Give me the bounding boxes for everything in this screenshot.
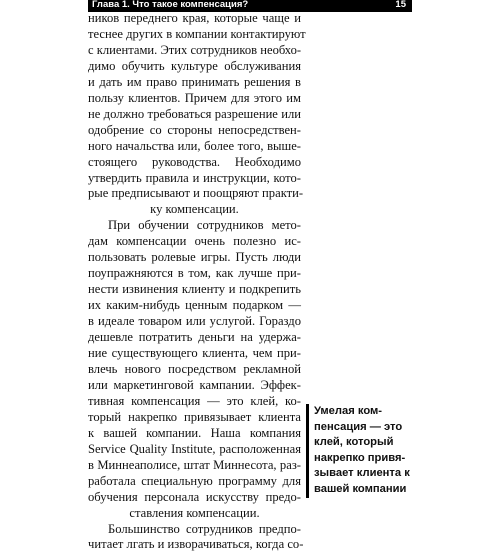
text-line: и дать им право принимать решения в [88, 74, 301, 89]
body-text [88, 11, 306, 553]
pull-quote-line: накрепко привя- [314, 451, 406, 464]
text-line: в Миннеаполисе, штат Миннесота, раз- [88, 457, 301, 472]
text-line: дешевле потратить деньги на удержа- [88, 330, 301, 345]
pull-quote-line: зывает клиента к [314, 467, 410, 480]
text-line: обучения персонала искусству предо- [88, 489, 301, 504]
text-line: читает лгать и изворачиваться, когда со- [88, 537, 304, 552]
text-line: Service Quality Institute, расположенная [88, 441, 301, 456]
text-line: пользу клиентов. Причем для этого им [88, 90, 301, 105]
text-line: стоящего руководства. Необходимо [88, 154, 301, 169]
text-line: ставления компенсации. [129, 505, 260, 520]
pull-quote-line: клей, который [314, 436, 394, 449]
text-line: ного начальства или, более того, выше- [88, 138, 301, 153]
text-line: не должно требоваться разрешение или [88, 106, 301, 121]
text-line: дам компенсации очень полезно ис- [88, 234, 301, 249]
text-line: торый накрепко привязывает клиента [88, 409, 301, 424]
text-line: работала специальную программу для [88, 473, 301, 488]
paragraph-first-line: Большинство сотрудников предпо- [108, 521, 301, 536]
text-line: ников переднего края, которые чаще и [88, 11, 301, 25]
text-line: их каким-нибудь ценным подарком — [88, 298, 301, 313]
pull-quote-line: Умелая ком- [314, 405, 383, 417]
text-line: ку компенсации. [150, 202, 239, 217]
page-number: 15 [395, 0, 406, 10]
text-line: пользовать ролевые игры. Пусть люди [88, 250, 301, 265]
pull-quote-line: пенсация — это [314, 420, 403, 433]
paragraph-first-line: При обучении сотрудников мето- [108, 218, 301, 233]
text-line: в идеале товаром или услугой. Гораздо [88, 314, 301, 329]
text-line: теснее других в компании контактируют [88, 26, 306, 41]
text-line: к вашей компании. Наша компания [88, 425, 301, 440]
text-line: поупражняются в том, как лучше при- [88, 266, 301, 281]
text-line: тивная компенсация — это клей, ко- [88, 393, 301, 408]
text-line: рые предписывают и поощряют практи- [88, 186, 304, 201]
text-line: утвердить правила и инструкции, кото- [88, 170, 301, 185]
text-line: с клиентами. Этих сотрудников необхо- [88, 42, 302, 57]
text-line: нести извинения клиенту и подкрепить [88, 282, 301, 297]
text-line: одобрение со стороны непосредствен- [88, 122, 301, 137]
pull-quote-line: вашей компании [314, 482, 407, 495]
text-line: ние существующего клиента, чем при- [88, 346, 301, 361]
chapter-title: Глава 1. Что такое компенсация? [92, 0, 249, 10]
text-line: влечь нового посредством рекламной [88, 361, 301, 376]
text-line: или маркетинговой кампании. Эффек- [88, 377, 301, 392]
pull-quote [306, 404, 426, 498]
text-line: димо обучить культуре обслуживания [88, 58, 301, 73]
